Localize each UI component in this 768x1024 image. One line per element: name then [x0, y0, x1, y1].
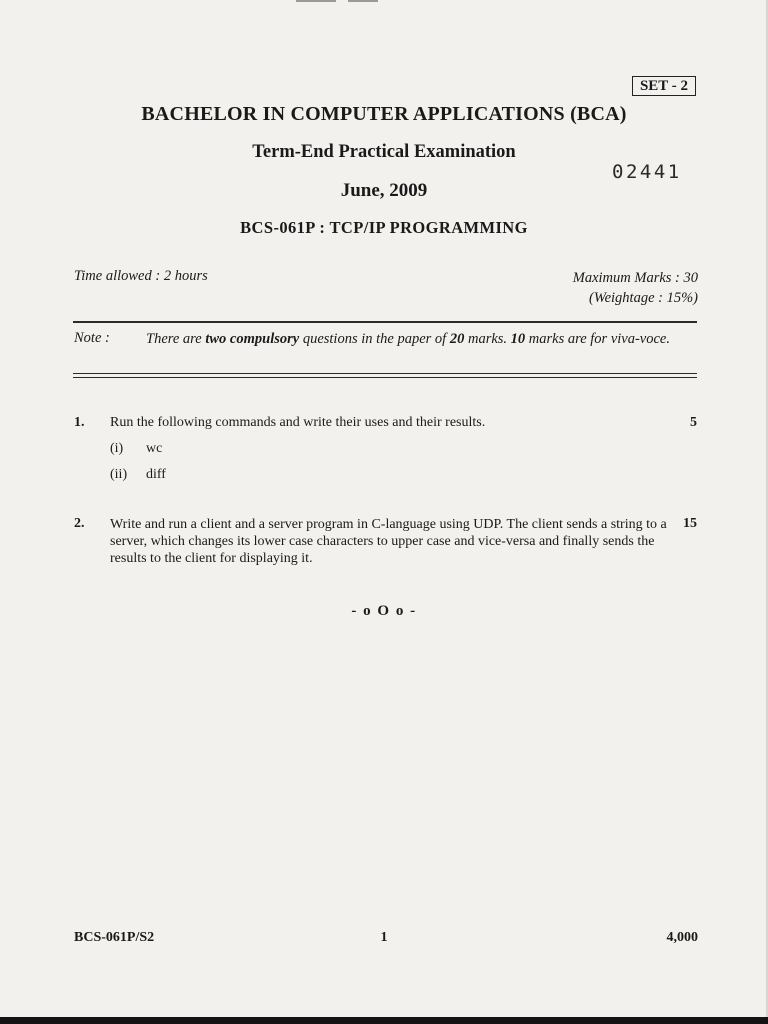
- note-emphasis: two compulsory: [205, 331, 300, 347]
- set-badge: SET - 2: [632, 76, 696, 96]
- question-number: 2.: [74, 516, 85, 531]
- print-copies: 4,000: [666, 930, 698, 945]
- question-marks: 5: [690, 415, 697, 430]
- weightage: (Weightage : 15%): [589, 290, 698, 306]
- note-emphasis: 20: [449, 331, 465, 347]
- exam-date: June, 2009: [340, 180, 428, 201]
- max-marks-block: [573, 268, 698, 308]
- question-number: 1.: [74, 415, 85, 430]
- end-mark: - o O o -: [351, 603, 417, 619]
- scan-edge: [0, 1017, 768, 1024]
- subpart-text: diff: [146, 467, 166, 482]
- subpart-number: (i): [110, 441, 124, 456]
- note-label: Note :: [74, 330, 110, 346]
- note-text: [146, 330, 698, 349]
- subpart-text: wc: [146, 441, 163, 456]
- scan-mark: [348, 0, 378, 2]
- note-part: marks are for viva-voce.: [525, 331, 670, 347]
- question-text: Run the following commands and write their uses and their results.: [110, 415, 486, 430]
- note-part: questions in the paper of: [299, 331, 450, 347]
- scan-mark: [296, 0, 336, 2]
- paper-code: 02441: [612, 161, 682, 183]
- note-emphasis: 10: [510, 331, 526, 347]
- time-allowed: Time allowed : 2 hours: [74, 268, 208, 284]
- footer-code: BCS-061P/S2: [74, 930, 155, 945]
- note-part: marks.: [464, 331, 511, 347]
- course-title: BCS-061P : TCP/IP PROGRAMMING: [240, 218, 528, 237]
- page-number: 1: [380, 930, 388, 945]
- exam-title: Term-End Practical Examination: [252, 142, 516, 162]
- question-marks: 15: [683, 516, 697, 531]
- divider: [73, 377, 697, 378]
- question-text: Write and run a client and a server program in C-language using UDP. The client sends a string to a server, which changes its lower case characters to upper case and vice-versa and finally sends the results to the client for displaying it.: [110, 517, 667, 566]
- max-marks: Maximum Marks : 30: [572, 270, 698, 286]
- subpart-number: (ii): [110, 467, 128, 482]
- divider: [73, 373, 697, 374]
- program-title: BACHELOR IN COMPUTER APPLICATIONS (BCA): [141, 103, 627, 125]
- divider: [73, 321, 697, 323]
- note-part: There are: [146, 331, 206, 347]
